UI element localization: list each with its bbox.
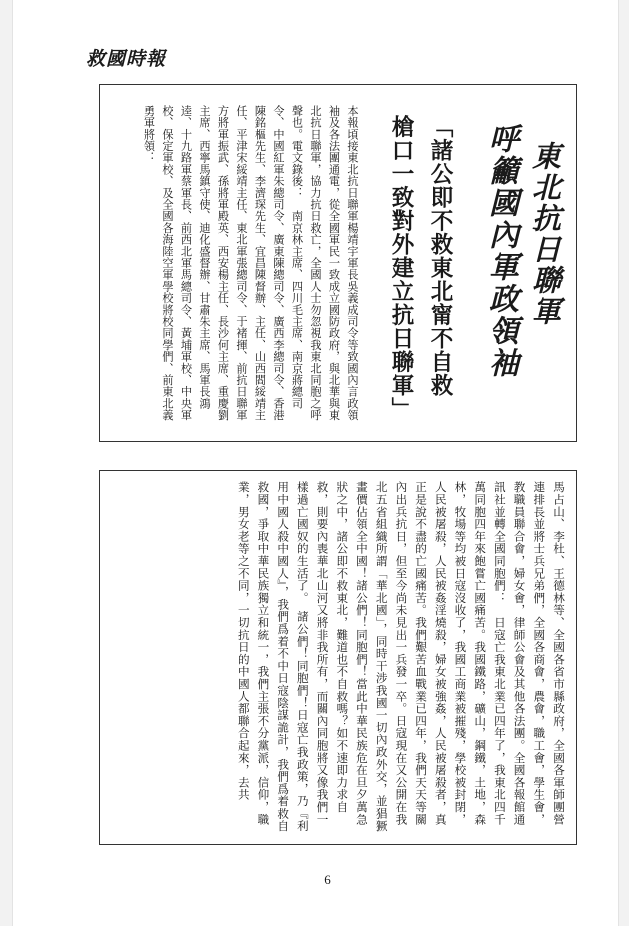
document-page bbox=[12, 0, 619, 926]
top-article-body: 本報頃接東北抗日聯軍楊靖宇軍長吳義成司令等致國內言政領袖及各法團通電，從全國軍民一致成立國防政府，與北華與東北抗日聯軍，協力抗日救亡，全國人士勿忽視我東北同胞之呼聲也。電文錄後： 南京林主席、四川毛主席、南京蔣總司令、中國紅軍朱總司令、廣東陳總司令、廣西李總司令、香港陳銘樞先生、李濟琛先生、宜昌陳督辦、主任、山西閻綏靖主任、平津宋綏靖主任、東北軍張總司令、于褚揮、前抗日聯軍方將軍振武、孫將軍殿英、西安楊主任、長沙何主席、重慶劉主席、西寧馬鎮守使、迪化盛督辦、甘肅朱主席、馬軍長鴻逵、十九路軍蔡軍長、前西北軍馬總司令、黃埔軍校、中央軍校、保定軍校、及全國各海陸空軍學校將校同學們、前東北義勇軍將領： bbox=[142, 105, 359, 421]
calligraphy-subtitle: 呼籲國內軍政領袖 bbox=[483, 123, 518, 379]
headline-line-2: 槍口一致對外建立抗日聯軍」 bbox=[388, 115, 414, 421]
headline-line-1: 「諸公即不救東北甯不自救 bbox=[427, 115, 453, 397]
page-number: 6 bbox=[324, 872, 331, 887]
calligraphy-title: 東北抗日聯軍 bbox=[528, 141, 562, 327]
newspaper-masthead: 救國時報 bbox=[86, 48, 167, 70]
bottom-article-body: 馬占山、李杜、王德林等、全國各省市縣政府，全國各軍師團營連排長並將士兵兄弟們，全國各商會，農會，職工會，學生會，教職員聯合會，婦女會，律師公會及其他各法團。全國各報館通訊社並轉全國同胞們： 日寇亡我東北業已四年了，我東北四千萬同胞四年來飽嘗亡國痛苦。我國鐵路，礦山，鋼鐵，土地，森林，牧場等均被日寇沒收了，我國工商業被摧殘，學校被封閉，人民被屠殺，人民被姦淫燒殺，婦女被強姦，人民被屠殺者，真正是說不盡的亡國痛苦。我們艱苦血戰業已四年，我們天天等關內出兵抗日，但至今尚未見出一兵發一卒。日寇現在又公開在我北五省組織所謂「華北國」，同時干涉我國一切內政外交，並猖獗畫價佔領全中國！諸公們！同胞們！當此中華民族危在旦夕萬急狀之中，諸公即不救東北，難道也不自救嗎？如不速即力求自救，則要內喪華北山河又將非我所有，而關內同胞將又像我們一樣過亡國奴的生活了。 諸公們！同胞們！日寇亡我政策，乃『利用中國人殺中國人』，我們爲着不中日寇陰謀詭計，我們爲着救自救國，爭取中華民族獨立和統一，我們主張不分黨派，信仰，職業，男女老等之不同，一切抗日的中國人都聯合起來，去共 bbox=[236, 481, 566, 832]
top-article-box bbox=[99, 84, 577, 442]
bottom-article-box bbox=[99, 470, 577, 845]
